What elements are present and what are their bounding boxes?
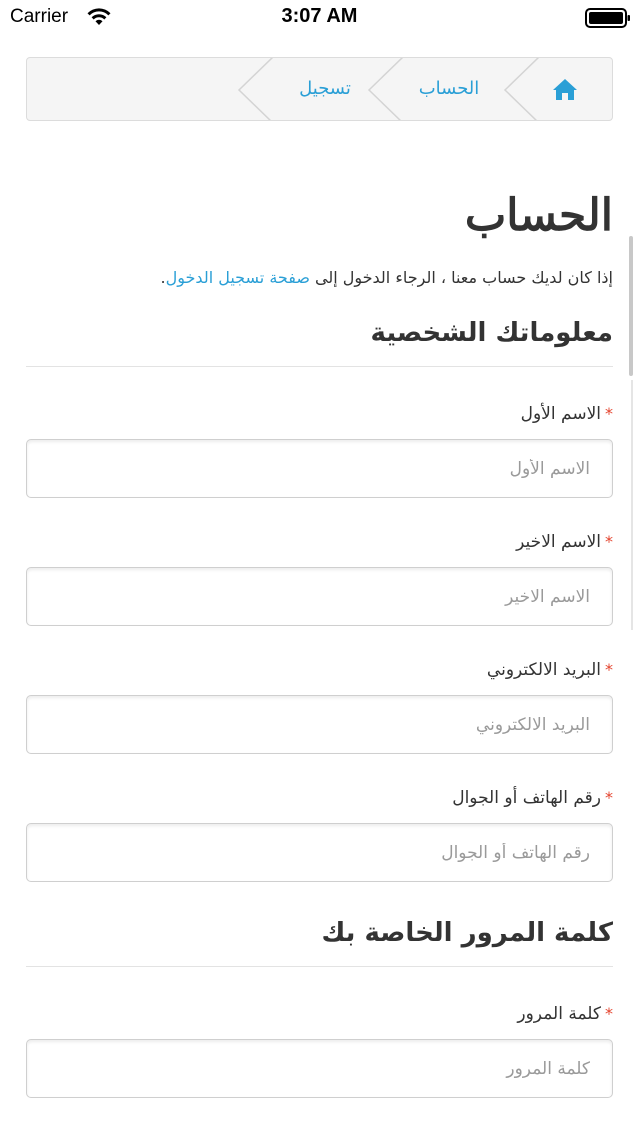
section-divider	[26, 966, 613, 967]
phone-input[interactable]	[26, 823, 613, 882]
phone-label	[452, 788, 613, 808]
login-page-link[interactable]: صفحة تسجيل الدخول	[165, 268, 310, 287]
breadcrumb-account-link[interactable]: الحساب	[418, 78, 480, 99]
required-marker: *	[605, 532, 613, 551]
password-input[interactable]	[26, 1039, 613, 1098]
battery-icon	[585, 8, 631, 28]
lastname-label-text: الاسم الاخير	[516, 532, 601, 552]
required-marker: *	[605, 404, 613, 423]
email-label	[487, 660, 613, 680]
firstname-label-text: الاسم الأول	[520, 404, 601, 424]
phone-label-text: رقم الهاتف أو الجوال	[452, 788, 601, 808]
intro-suffix: .	[160, 268, 166, 287]
firstname-label	[521, 404, 613, 424]
breadcrumb-register-link[interactable]: تسجيل	[299, 78, 351, 99]
section-divider	[26, 366, 613, 367]
firstname-input[interactable]	[26, 439, 613, 498]
required-marker: *	[605, 1004, 613, 1023]
lastname-label	[516, 532, 613, 552]
breadcrumb	[26, 57, 613, 121]
required-marker: *	[605, 660, 613, 679]
required-marker: *	[605, 788, 613, 807]
page-title: الحساب	[464, 190, 613, 241]
scrollbar-track	[631, 380, 633, 630]
email-label-text: البريد الالكتروني	[486, 660, 601, 680]
lastname-input[interactable]	[26, 567, 613, 626]
password-label	[517, 1004, 613, 1024]
email-input[interactable]	[26, 695, 613, 754]
password-label-text: كلمة المرور	[517, 1004, 601, 1024]
intro-prefix: إذا كان لديك حساب معنا ، الرجاء الدخول إلى	[309, 268, 613, 287]
password-heading: كلمة المرور الخاصة بك	[321, 918, 613, 948]
intro-text	[161, 268, 613, 287]
clock: 3:07 AM	[281, 5, 358, 27]
personal-info-heading: معلوماتك الشخصية	[370, 318, 613, 348]
carrier-label: Carrier	[10, 6, 69, 27]
scrollbar-thumb[interactable]	[629, 236, 633, 376]
home-icon[interactable]	[552, 77, 578, 101]
status-bar	[0, 0, 639, 36]
